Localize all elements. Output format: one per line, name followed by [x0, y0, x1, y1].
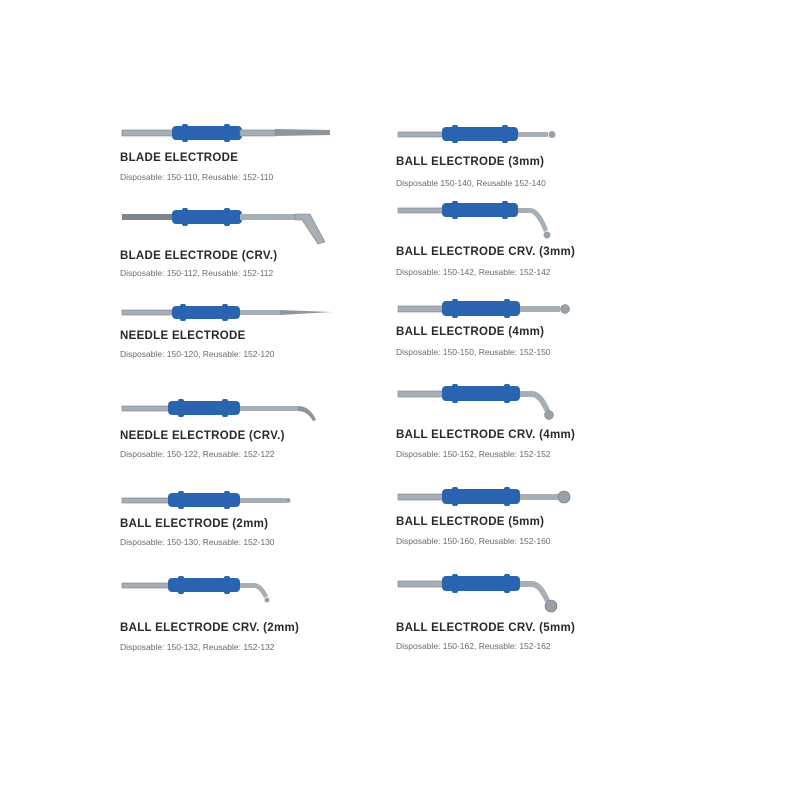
ball-electrode-5mm-icon	[396, 486, 616, 516]
product-codes: Disposable: 150-152, Reusable: 152-152	[396, 449, 551, 459]
product-codes: Disposable: 150-130, Reusable: 152-130	[120, 537, 275, 547]
product-codes: Disposable: 150-110, Reusable: 152-110	[120, 172, 274, 182]
product-name: BLADE ELECTRODE (CRV.)	[120, 250, 278, 262]
product-name: BALL ELECTRODE CRV. (2mm)	[120, 622, 300, 634]
product-name: BALL ELECTRODE CRV. (4mm)	[396, 429, 576, 441]
product-name: BALL ELECTRODE CRV. (3mm)	[396, 246, 576, 258]
product-name: BALL ELECTRODE (2mm)	[120, 518, 269, 530]
ball-electrode-curved-4mm-icon	[396, 384, 616, 424]
product-name: BLADE ELECTRODE	[120, 152, 239, 164]
product-codes: Disposable: 150-142, Reusable: 152-142	[396, 267, 551, 277]
product-name: BALL ELECTRODE CRV. (5mm)	[396, 622, 576, 634]
product-name: BALL ELECTRODE (4mm)	[396, 326, 545, 338]
product-codes: Disposable: 150-132, Reusable: 152-132	[120, 642, 275, 652]
ball-electrode-curved-5mm-icon	[396, 574, 616, 619]
product-codes: Disposable: 150-122, Reusable: 152-122	[120, 449, 275, 459]
product-codes: Disposable: 150-160, Reusable: 152-160	[396, 536, 551, 546]
product-codes: Disposable 150-140, Reusable 152-140	[396, 178, 546, 188]
blade-electrode-icon	[120, 120, 340, 150]
ball-electrode-2mm-icon	[120, 488, 340, 518]
product-codes: Disposable: 150-112, Reusable: 152-112	[120, 268, 274, 278]
needle-electrode-icon	[120, 300, 340, 330]
ball-electrode-curved-2mm-icon	[120, 574, 340, 614]
product-name: NEEDLE ELECTRODE	[120, 330, 246, 342]
needle-electrode-curved-icon	[120, 396, 340, 426]
product-name: BALL ELECTRODE (5mm)	[396, 516, 545, 528]
product-name: BALL ELECTRODE (3mm)	[396, 156, 545, 168]
ball-electrode-curved-3mm-icon	[396, 196, 616, 246]
product-codes: Disposable: 150-162, Reusable: 152-162	[396, 641, 551, 651]
product-codes: Disposable: 150-120, Reusable: 152-120	[120, 349, 275, 359]
product-codes: Disposable: 150-150, Reusable: 152-150	[396, 347, 551, 357]
blade-electrode-curved-icon	[120, 200, 340, 250]
ball-electrode-3mm-icon	[396, 124, 616, 154]
product-name: NEEDLE ELECTRODE (CRV.)	[120, 430, 285, 442]
ball-electrode-4mm-icon	[396, 298, 616, 328]
